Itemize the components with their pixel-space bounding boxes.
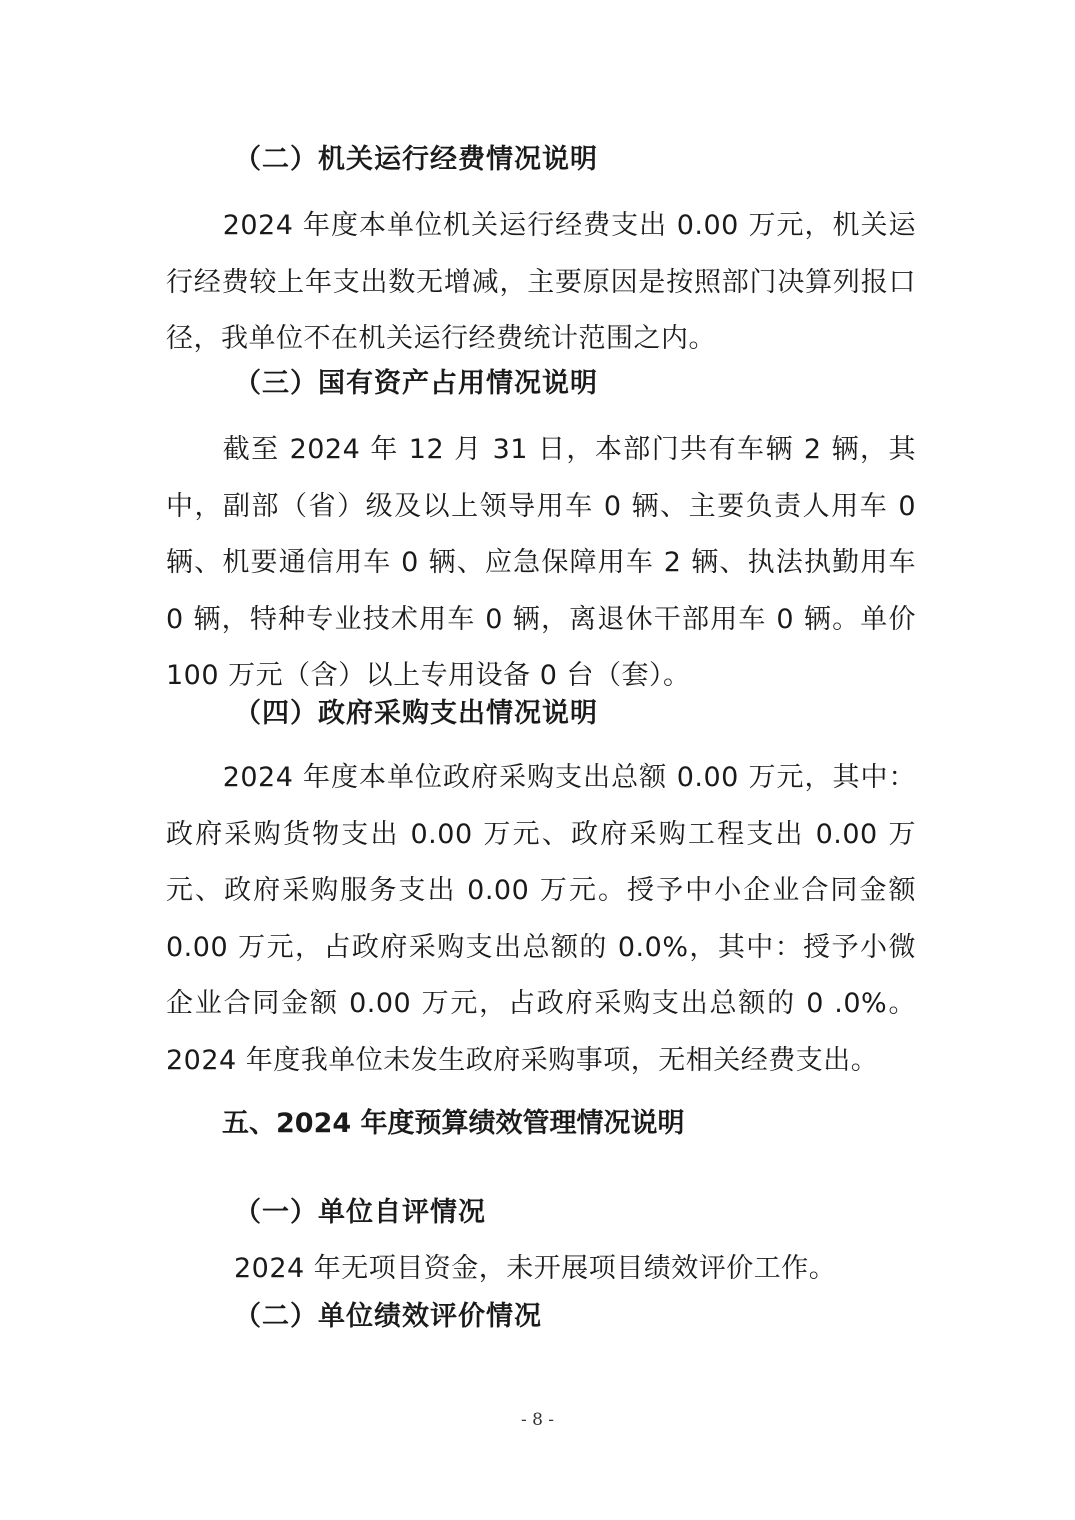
paragraph-operating-costs: 2024 年度本单位机关运行经费支出 0.00 万元，机关运行经费较上年支出数无增减，主要原因是按照部门决算列报口径，我单位不在机关运行经费统计范围之内。 (166, 210, 916, 354)
paragraph-state-assets: 截至 2024 年 12 月 31 日，本部门共有车辆 2 辆，其中，副部（省）级及以上领导用车 0 辆、主要负责人用车 0 辆、机要通信用车 0 辆、应急保障用车 2 辆、执法执勤用车 0 辆，特种专业技术用车 0 辆，离退休干部用车 0 辆。单价 100 万元（含）以上专用设备 0 台（套）。 (166, 434, 916, 691)
paragraph-self-evaluation: 2024 年无项目资金，未开展项目绩效评价工作。 (234, 1253, 837, 1284)
paragraph-government-procurement: 2024 年度本单位政府采购支出总额 0.00 万元，其中：政府采购货物支出 0.00 万元、政府采购工程支出 0.00 万元、政府采购服务支出 0.00 万元。授予中小企业合同金额 0.00 万元，占政府采购支出总额的 0.0%，其中：授予小微企业合同金额 0.00 万元，占政府采购支出总额的 0 .0%。2024 年度我单位未发生政府采购事项，无相关经费支出。 (166, 762, 916, 1076)
section-heading-self-evaluation: （一）单位自评情况 (234, 1197, 486, 1228)
section-heading-state-assets: （三）国有资产占用情况说明 (234, 368, 598, 399)
section-heading-operating-costs: （二）机关运行经费情况说明 (234, 144, 598, 175)
page-number: - 8 - (520, 1410, 555, 1430)
section-heading-performance-evaluation: （二）单位绩效评价情况 (234, 1301, 542, 1332)
section-heading-government-procurement: （四）政府采购支出情况说明 (234, 698, 598, 729)
part-heading-performance-management: 五、2024 年度预算绩效管理情况说明 (222, 1108, 685, 1139)
